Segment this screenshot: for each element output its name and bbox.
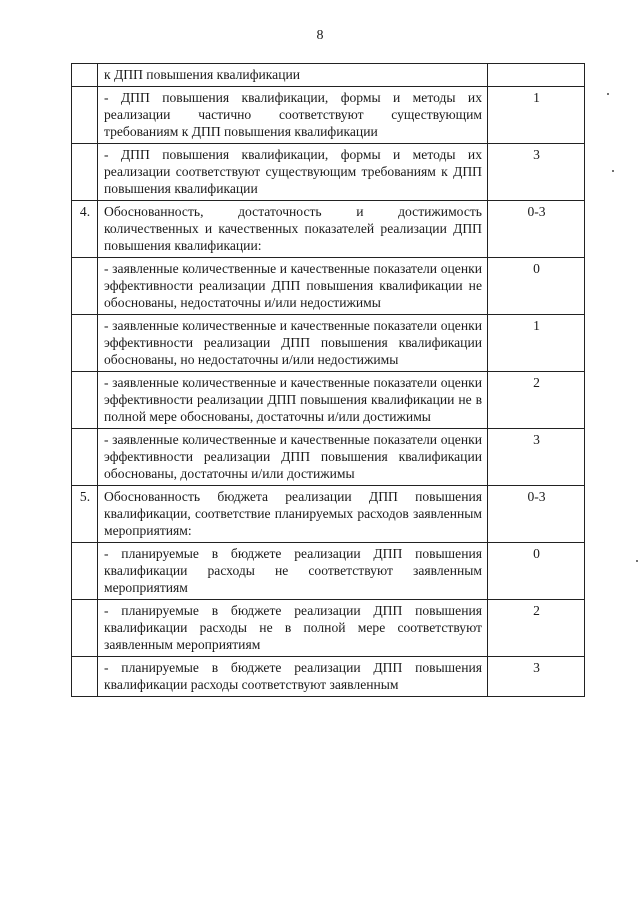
row-number xyxy=(72,258,98,315)
score-cell: 0 xyxy=(488,258,585,315)
scan-speck xyxy=(636,560,638,562)
table-row xyxy=(72,64,585,87)
score-cell: 0-3 xyxy=(488,486,585,543)
row-number xyxy=(72,64,98,87)
criteria-table xyxy=(71,63,585,697)
score-cell xyxy=(488,64,585,87)
criterion-text: - заявленные количественные и качественные показатели оценки эффективности реализации ДПП повышения квалификации не обоснованы, недостаточны и/или недостижимы xyxy=(98,258,488,315)
criterion-text: - ДПП повышения квалификации, формы и методы их реализации соответствуют существующим требованиям к ДПП повышения квалификации xyxy=(98,144,488,201)
score-cell: 1 xyxy=(488,87,585,144)
score-cell: 0 xyxy=(488,543,585,600)
score-cell: 1 xyxy=(488,315,585,372)
criterion-text: Обоснованность бюджета реализации ДПП повышения квалификации, соответствие планируемых расходов заявленным мероприятиям: xyxy=(98,486,488,543)
row-number xyxy=(72,372,98,429)
row-number xyxy=(72,657,98,697)
row-number: 5. xyxy=(72,486,98,543)
score-cell: 2 xyxy=(488,600,585,657)
criterion-text: - планируемые в бюджете реализации ДПП повышения квалификации расходы соответствуют заявленным xyxy=(98,657,488,697)
row-number xyxy=(72,600,98,657)
table-row xyxy=(72,201,585,258)
row-number: 4. xyxy=(72,201,98,258)
table-row xyxy=(72,429,585,486)
criterion-text: - ДПП повышения квалификации, формы и методы их реализации частично соответствуют существующим требованиям к ДПП повышения квалификации xyxy=(98,87,488,144)
row-number xyxy=(72,543,98,600)
table-row xyxy=(72,600,585,657)
table-row xyxy=(72,258,585,315)
table-row xyxy=(72,372,585,429)
table-row xyxy=(72,87,585,144)
score-cell: 3 xyxy=(488,657,585,697)
table-row xyxy=(72,486,585,543)
criterion-text: - заявленные количественные и качественные показатели оценки эффективности реализации ДПП повышения квалификации не в полной мере обоснованы, достаточны и/или достижимы xyxy=(98,372,488,429)
row-number xyxy=(72,144,98,201)
criterion-text: - планируемые в бюджете реализации ДПП повышения квалификации расходы не соответствуют заявленным мероприятиям xyxy=(98,543,488,600)
criterion-text: - заявленные количественные и качественные показатели оценки эффективности реализации ДПП повышения квалификации обоснованы, но недостаточны и/или недостижимы xyxy=(98,315,488,372)
table-row xyxy=(72,144,585,201)
score-cell: 3 xyxy=(488,144,585,201)
table-row xyxy=(72,543,585,600)
score-cell: 3 xyxy=(488,429,585,486)
page-number: 8 xyxy=(316,28,324,43)
scan-speck xyxy=(612,170,614,172)
score-cell: 0-3 xyxy=(488,201,585,258)
table-row xyxy=(72,657,585,697)
scan-speck xyxy=(607,93,609,95)
score-cell: 2 xyxy=(488,372,585,429)
criterion-text: - планируемые в бюджете реализации ДПП повышения квалификации расходы не в полной мере соответствуют заявленным мероприятиям xyxy=(98,600,488,657)
row-number xyxy=(72,429,98,486)
criterion-text: к ДПП повышения квалификации xyxy=(98,64,488,87)
criterion-text: Обоснованность, достаточность и достижимость количественных и качественных показателей реализации ДПП повышения квалификации: xyxy=(98,201,488,258)
row-number xyxy=(72,315,98,372)
table-row xyxy=(72,315,585,372)
row-number xyxy=(72,87,98,144)
criterion-text: - заявленные количественные и качественные показатели оценки эффективности реализации ДПП повышения квалификации обоснованы, достаточны и/или достижимы xyxy=(98,429,488,486)
